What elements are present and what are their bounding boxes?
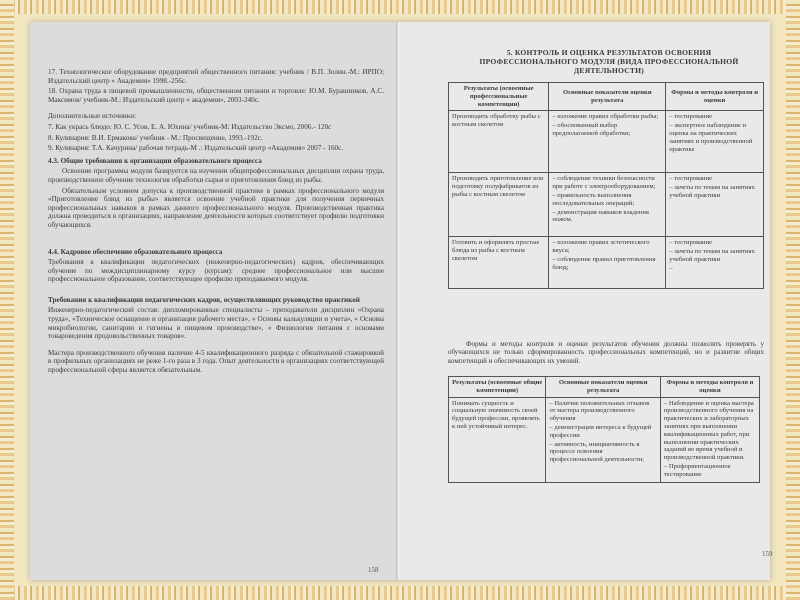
indicator-item: – изложение правил обработки рыбы; <box>552 113 659 121</box>
method-item: – <box>669 264 673 272</box>
body-paragraph: Освоение программы модуля базируется на изучении общепрофессиональных дисциплин охрана труда, производственное обучение технология обработки сырья и приготовления блюд из рыбы. <box>48 167 384 184</box>
indicators-cell <box>549 237 666 289</box>
body-paragraph: Требования к квалификации педагогических (инженерно-педагогических) кадров, обеспечивающих обучение по междисциплинарному курсу (курсам): среднее профессиональное или высшее профессиональное образование, соответствующее профилю преподаваемого модуля. <box>48 258 384 284</box>
indicator-item: – демонстрация навыков владения ножом. <box>552 208 649 224</box>
table-row <box>449 111 764 173</box>
reference-item: 8. Кулинария: В.И. Ермакова/ учебник - М.: Просвещение, 1993.-192с. <box>48 133 263 142</box>
indicator-item: – обоснованный выбор предполагаемой обработки; <box>552 122 631 137</box>
reference-item: 7. Как укрась блюдо: Ю. С. Усов, Е. А. Юхина/ учебник-М: Издательство Эксмо, 2006.- 120с <box>48 122 332 131</box>
indicator-item: – Наличие положительных отзывов от мастера производственного обучения <box>549 399 650 423</box>
table-row <box>449 237 764 289</box>
result-cell: Производить обработку рыбы с костным скелетом <box>449 111 549 173</box>
frame-edge-top <box>0 0 800 14</box>
method-item: – тестирование <box>669 175 713 183</box>
left-page-text <box>48 68 384 377</box>
result-cell: Производить приготовление или подготовку полуфабрикатов из рыбы с костным скелетом <box>449 173 549 237</box>
page-title: 5. КОНТРОЛЬ И ОЦЕНКА РЕЗУЛЬТАТОВ ОСВОЕНИЯ ПРОФЕССИОНАЛЬНОГО МОДУЛЯ (ВИДА ПРОФЕССИОНАЛЬНОЙ ДЕЯТЕЛЬНОСТИ) <box>479 48 739 75</box>
table-header-row <box>449 377 760 398</box>
indicator-item: – изложение правил эстетического вкуса; <box>552 239 650 255</box>
body-paragraph: Мастера производственного обучения наличие 4-5 квалификационного разряда с обязательной стажировкой в профильных организациях не реже 1-го раза в 3 года. Опыт деятельности в организациях соответствующей профессиональной сферы является обязательным. <box>48 348 384 375</box>
subsection-heading: Требования к квалификации педагогических кадров, осуществляющих руководство практикой <box>48 295 360 304</box>
method-item: – зачеты по темам на занятиях учебной практики <box>669 248 755 263</box>
table-header: Результаты (освоенные профессиональные компетенции) <box>449 83 549 111</box>
table-header: Формы и методы контроля и оценки <box>660 377 759 398</box>
method-item: – Профориентационное тестирование <box>663 462 731 478</box>
body-paragraph: Инженерно-педагогический состав: дипломированные специалисты – преподаватели дисциплин «Охрана труда», «Техническое оснащение и организация рабочего места», « Основы калькуляции и учета», « Основы микробиологии, санитарии и гигиены в пищевом производстве», « Физиология питания с основами товароведения продовольственных товаров». <box>48 306 384 341</box>
assessment-table-professional <box>448 82 764 289</box>
section-heading: 4.4. Кадровое обеспечение образовательного процесса <box>48 247 223 256</box>
indicators-cell <box>546 397 660 482</box>
table-header: Основные показатели оценки результата <box>549 83 666 111</box>
methods-cell <box>666 237 764 289</box>
table-row <box>449 397 760 482</box>
reference-item: 9. Кулинария: Т.А. Качурина/ рабочая тетрадь-М .: Издательский центр «Академия» 2007 - 160с. <box>48 144 344 153</box>
frame-edge-right <box>786 0 800 600</box>
methods-cell <box>666 173 764 237</box>
method-item: – тестирование <box>669 239 713 247</box>
table-header: Формы и методы контроля и оценки <box>666 83 764 111</box>
page-number-left: 158 <box>368 566 379 574</box>
indicator-item: – соблюдение техники безопасности при работе с электрооборудованием; <box>552 175 656 191</box>
indicator-item: – правильность выполнения последовательных операций; <box>552 191 635 207</box>
indicators-cell <box>549 111 666 173</box>
section-heading: 4.3. Общие требования к организации образовательного процесса <box>48 156 262 165</box>
reference-item: 17. Технологическое оборудование предприятий общественного питания: учебник / В.П. Золин.-М.: ИРПО; Издательский центр « Академия» 1998.-256с. <box>48 68 384 85</box>
result-cell: Готовить и оформлять простые блюда из рыбы с костным скелетом <box>449 237 549 289</box>
method-item: – зачеты по темам на занятиях учебной практики <box>669 184 755 199</box>
page-number-right: 159 <box>762 550 773 558</box>
reference-item: 18. Охрана труда в пищевой промышленности, общественном питании и торговле: Ю.М. Бурашников, А.С. Максимов/ учебник-М.: Издательский центр « академия», 2003-240с. <box>48 87 384 104</box>
frame-edge-left <box>0 0 14 600</box>
method-item: – Наблюдение и оценка мастера производственного обучения на практических и лабораторных занятиях при выполнении квалификационных работ, при выполнении практических заданий во время учебной и производственной практики. <box>663 399 754 462</box>
frame-edge-bottom <box>0 586 800 600</box>
indicator-item: – соблюдение правил приготовления блюд; <box>552 255 656 271</box>
table-row <box>449 173 764 237</box>
assessment-table-general <box>448 376 760 483</box>
book-spread <box>30 22 773 580</box>
methods-cell <box>660 397 759 482</box>
additional-sources-heading: Дополнительные источники: <box>48 112 137 121</box>
body-paragraph: Обязательным условием допуска к производственной практике в рамках профессионального модуля «Приготовление блюд из рыбы» является освоение учебной практики для получения первичных профессиональных навыков в рамках данного профессионального модуля. Производственная практика должна проводиться в организациях, направление деятельности которых соответствует профилю подготовки обучающихся. <box>48 186 384 229</box>
method-item: – тестирование <box>669 113 713 121</box>
indicators-cell <box>549 173 666 237</box>
indicator-item: – демонстрация интереса к будущей профессии <box>549 423 652 439</box>
methods-cell <box>666 111 764 173</box>
right-page <box>400 22 773 580</box>
method-item: – экспертное наблюдение и оценка на практических занятиях и производственной практике <box>669 122 753 153</box>
left-page <box>30 22 398 580</box>
body-paragraph: Формы и методы контроля и оценки результатов обучения должны позволять проверять у обучающихся не только сформированность профессиональных компетенций, но и развитие общих компетенций и обеспечивающих их умений. <box>448 340 764 365</box>
table-header: Основные показатели оценки результата <box>546 377 660 398</box>
table-header: Результаты (освоенные общие компетенции) <box>449 377 546 398</box>
table-header-row <box>449 83 764 111</box>
indicator-item: – активность, инициативность в процессе освоения профессиональной деятельности; <box>549 440 644 464</box>
result-cell: Понимать сущность и социальную значимость своей будущей профессии, проявлять к ней устойчивый интерес. <box>449 397 546 482</box>
